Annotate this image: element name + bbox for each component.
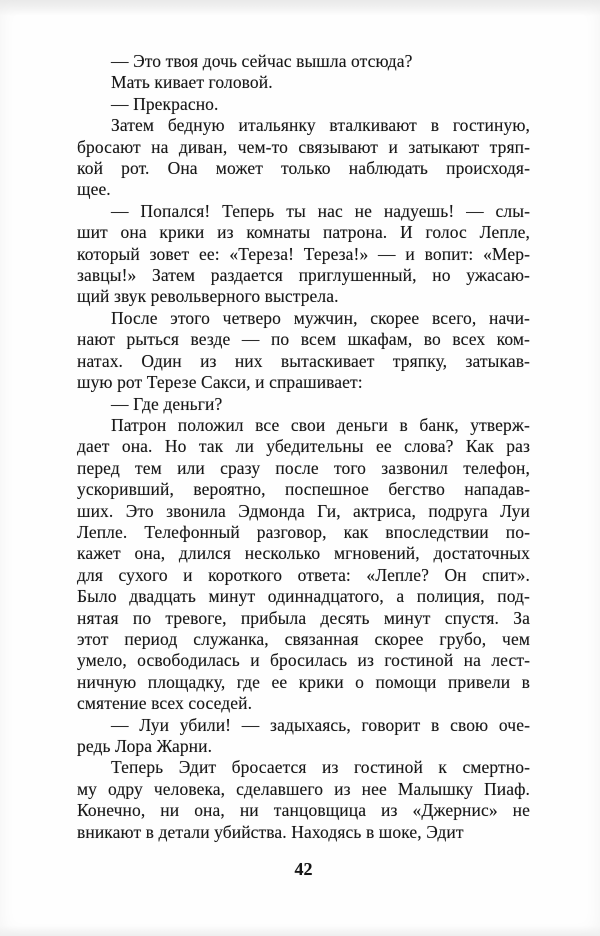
paragraph (77, 757, 530, 843)
paragraph (77, 115, 530, 201)
text-line: нают рыться везде — по всем шкафам, во всех ком- (77, 329, 530, 350)
text-line: му одру человека, сделавшего из нее Малышку Пиаф. (77, 778, 530, 799)
text-line: ших. Это звонила Эдмонда Ги, актриса, подруга Луи (77, 500, 530, 521)
text-line: После этого четверо мужчин, скорее всего, начи- (111, 307, 530, 328)
text-line: бросают на диван, чем-то связывают и затыкают тряп- (77, 136, 530, 157)
paragraph (77, 201, 530, 308)
page-text (77, 51, 530, 843)
text-line: — Прекрасно. (111, 93, 219, 114)
text-line: Патрон положил все свои деньги в банк, утверж- (111, 414, 530, 435)
text-line: ускоривший, вероятно, поспешное бегство нападав- (77, 479, 530, 500)
text-line: Было двадцать минут одиннадцатого, а полиция, под- (77, 586, 530, 607)
text-line: завцы!» Затем раздается приглушенный, но ужасаю- (77, 265, 530, 286)
text-line: умело, освободилась и бросилась из гостиной на лест- (77, 650, 530, 671)
text-line: Мать кивает головой. (111, 72, 273, 93)
paragraph (77, 308, 530, 394)
paragraph (77, 394, 530, 415)
text-line: смятение всех соседей. (77, 693, 253, 714)
text-line: перед тем или сразу после того зазвонил телефон, (77, 457, 530, 478)
paragraph (77, 94, 530, 115)
text-line: этот период служанка, связанная скорее грубо, чем (77, 628, 530, 649)
text-line: — Луи убили! — задыхаясь, говорит в свою оче- (111, 714, 530, 735)
text-line: который зовет ее: «Тереза! Тереза!» — и вопит: «Мер- (77, 243, 530, 264)
page-number: 42 (294, 859, 313, 879)
text-line: шит она крики из комнаты патрона. И голос Лепле, (77, 222, 530, 243)
text-line: редь Лора Жарни. (77, 736, 213, 756)
text-line: кажет она, длился несколько мгновений, достаточных (77, 543, 530, 564)
text-line: Лепле. Телефонный разговор, как впоследствии по- (77, 521, 530, 542)
paragraph (77, 72, 530, 93)
text-line: кой рот. Она может только наблюдать происходя- (77, 158, 530, 179)
text-line: ничную площадку, где ее крики о помощи привели в (77, 671, 530, 692)
text-line: Конечно, ни она, ни танцовщица из «Джернис» не (77, 800, 530, 821)
text-line: — Попался! Теперь ты нас не надуешь! — слы- (111, 200, 530, 221)
text-line: для сухого и короткого ответа: «Лепле? Он спит». (77, 564, 530, 585)
text-line: вникают в детали убийства. Находясь в шоке, Эдит (77, 821, 464, 842)
paragraph (77, 51, 530, 72)
text-line: — Где деньги? (111, 393, 223, 414)
text-line: — Это твоя дочь сейчас вышла отсюда? (111, 51, 413, 71)
text-line: натах. Один из них вытаскивает тряпку, затыкав- (77, 350, 530, 371)
text-line: шую рот Терезе Сакси, и спрашивает: (77, 372, 363, 393)
text-line: щее. (77, 179, 111, 200)
text-line: Теперь Эдит бросается из гостиной к смертно- (111, 757, 530, 778)
text-line: нятая по тревоге, прибыла десять минут спустя. За (77, 607, 530, 628)
text-line: дает она. Но так ли убедительны ее слова? Как раз (77, 436, 530, 457)
paragraph (77, 415, 530, 715)
text-line: Затем бедную итальянку вталкивают в гостиную, (111, 115, 530, 136)
paragraph (77, 715, 530, 758)
text-line: щий звук револьверного выстрела. (77, 286, 339, 307)
